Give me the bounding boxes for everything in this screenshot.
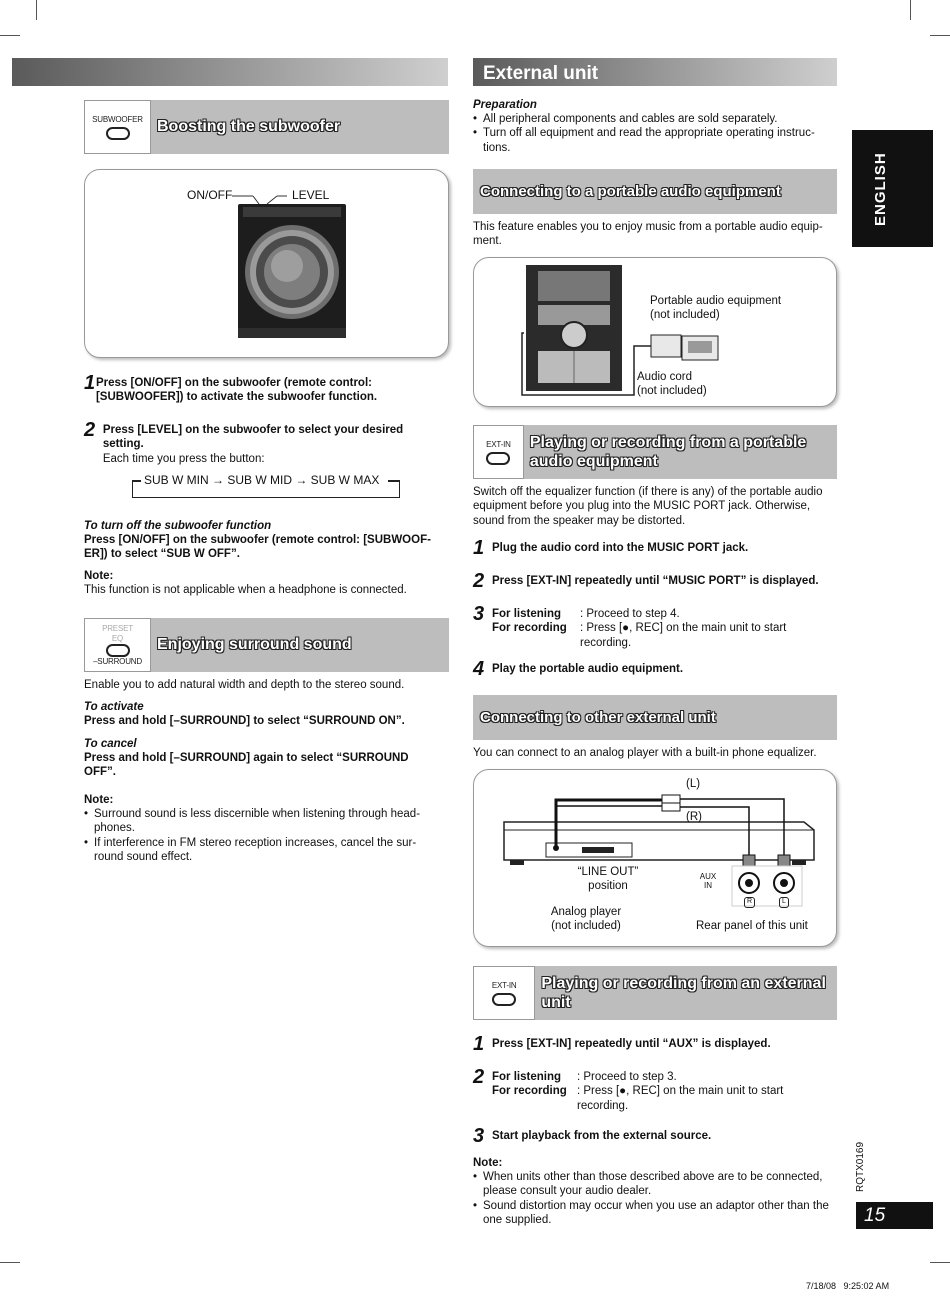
note-item: • Sound distortion may occur when you use an adaptor other than the one supplied.	[473, 1199, 835, 1228]
step-number: 4	[473, 658, 485, 680]
record-text: : Press [●, REC] on the main unit to start recording.	[580, 622, 787, 649]
surround-section-header	[84, 618, 449, 672]
step-number: 2	[84, 419, 96, 441]
print-timestamp: 7/18/08 9:25:02 AM	[806, 1281, 890, 1291]
portable-section-header	[473, 169, 837, 214]
step-text: Press [ON/OFF] on the subwoofer (remote control: [SUBWOOFER]) to activate the subwoofer function.	[95, 377, 378, 404]
play-portable-section-header	[473, 425, 837, 479]
step-number: 3	[473, 603, 485, 625]
subwoofer-step-1	[84, 372, 449, 405]
portable-connection-figure	[473, 257, 837, 407]
play-portable-step-2	[473, 570, 837, 592]
document-code: RQTX0169	[855, 1141, 866, 1192]
listen-text: : Proceed to step 3.	[577, 1071, 677, 1083]
listen-label: For listening	[492, 1071, 561, 1083]
preparation-heading: Preparation	[473, 99, 537, 111]
onoff-label: ON/OFF	[187, 188, 233, 202]
line-out-label: “LINE OUT” position	[577, 866, 639, 893]
cancel-text: Press and hold [–SURROUND] again to select “SURROUND OFF”.	[84, 752, 409, 779]
crop-mark	[36, 0, 37, 20]
step-number: 1	[473, 1033, 485, 1055]
external-unit-header	[473, 58, 837, 86]
external-unit-title: External unit	[483, 63, 599, 84]
page-number: 15	[856, 1202, 933, 1229]
note-heading: Note:	[473, 1157, 503, 1169]
left-header-bar	[12, 58, 448, 86]
step-number: 1	[84, 372, 96, 394]
portable-equipment-label: Portable audio equipment (not included)	[650, 295, 782, 322]
crop-mark	[0, 35, 20, 36]
note-item: • If interference in FM stereo reception increases, cancel the sur-round sound effect.	[84, 836, 434, 865]
crop-mark	[910, 0, 911, 20]
record-label: For recording	[492, 622, 567, 635]
preparation-list	[473, 112, 833, 155]
activate-heading: To activate	[84, 701, 144, 713]
subwoofer-step-2	[84, 419, 444, 466]
note-heading: Note:	[84, 570, 114, 582]
listen-text: : Proceed to step 4.	[580, 608, 680, 620]
oval-button-icon	[106, 127, 130, 140]
other-external-title: Connecting to other external unit	[480, 708, 716, 726]
prep-item: • Turn off all equipment and read the appropriate operating instruc-tions.	[473, 126, 833, 155]
other-external-section-header	[473, 695, 837, 740]
sub-level-cycle	[132, 472, 400, 506]
play-portable-title: Playing or recording from a portable audio equipment	[529, 433, 807, 470]
play-external-section-header	[473, 966, 837, 1020]
play-external-step-1	[473, 1033, 837, 1055]
note-item: • Surround sound is less discernible when listening through head-phones.	[84, 807, 434, 836]
language-tab-label: ENGLISH	[872, 152, 889, 226]
step-number: 3	[473, 1125, 485, 1147]
record-label: For recording	[492, 1085, 567, 1098]
turnoff-text: Press [ON/OFF] on the subwoofer (remote control: [SUBWOOF-ER]) to select “SUB W OFF”.	[84, 534, 431, 561]
step-subtext: Each time you press the button:	[102, 452, 265, 465]
crop-mark	[930, 35, 950, 36]
jack-l-label: L	[779, 897, 789, 908]
step-number: 2	[473, 570, 485, 592]
audio-cord-label: Audio cord (not included)	[637, 371, 707, 398]
subwoofer-figure	[84, 169, 449, 358]
other-external-intro: You can connect to an analog player with a built-in phone equalizer.	[473, 747, 817, 759]
subwoofer-icon-label: SUBWOOFER	[92, 114, 143, 124]
note-text: This function is not applicable when a headphone is connected.	[84, 584, 407, 596]
ext-in-icon-label: EXT-IN	[486, 439, 511, 449]
step-number: 2	[473, 1066, 485, 1088]
aux-in-label: AUX IN	[699, 872, 717, 890]
language-tab	[852, 130, 933, 247]
prep-item: • All peripheral components and cables are sold separately.	[473, 112, 833, 126]
eq-label: EQ	[111, 633, 124, 643]
surround-title: Enjoying surround sound	[157, 636, 352, 654]
analog-player-figure	[473, 769, 837, 947]
play-external-step-2	[473, 1066, 837, 1113]
record-text: : Press [●, REC] on the main unit to start recording.	[577, 1085, 784, 1112]
surround-icon-label: –SURROUND	[93, 656, 142, 666]
jack-r-label: R	[744, 897, 755, 908]
play-portable-intro: Switch off the equalizer function (if there is any) of the portable audio equipment before you plug into the MUSIC PORT jack. Otherwise, sound from the speaker may be distorted.	[473, 486, 823, 527]
subwoofer-speaker-icon	[225, 192, 355, 342]
step-text: Press [EXT-IN] repeatedly until “AUX” is displayed.	[492, 1038, 771, 1050]
crop-mark	[0, 1262, 20, 1263]
note-heading: Note:	[84, 794, 114, 806]
ext-in-button-icon	[473, 966, 535, 1020]
step-text: Plug the audio cord into the MUSIC PORT jack.	[492, 542, 749, 554]
level-label: LEVEL	[292, 188, 330, 202]
cancel-heading: To cancel	[84, 738, 137, 750]
left-channel-label: (L)	[686, 778, 701, 790]
analog-player-label: Analog player (not included)	[550, 906, 622, 933]
right-channel-label: (R)	[686, 811, 702, 823]
crop-mark	[930, 1262, 950, 1263]
play-portable-step-1	[473, 537, 837, 559]
external-notes	[473, 1170, 835, 1228]
preset-label: PRESET	[102, 623, 133, 633]
subwoofer-button-icon	[84, 100, 151, 154]
subwoofer-section-header	[84, 100, 449, 154]
step-text: Start playback from the external source.	[492, 1130, 712, 1142]
activate-text: Press and hold [–SURROUND] to select “SURROUND ON”.	[84, 715, 405, 727]
portable-title: Connecting to a portable audio equipment	[480, 182, 781, 200]
rear-panel-label: Rear panel of this unit	[696, 920, 808, 932]
oval-button-icon	[492, 993, 516, 1006]
step-text: Play the portable audio equipment.	[492, 663, 684, 675]
subwoofer-title: Boosting the subwoofer	[157, 118, 341, 136]
play-portable-step-3	[473, 603, 837, 650]
surround-notes	[84, 807, 434, 865]
surround-intro: Enable you to add natural width and depth to the stereo sound.	[84, 679, 405, 691]
play-external-title: Playing or recording from an external unit	[541, 974, 826, 1011]
portable-intro: This feature enables you to enjoy music from a portable audio equip-ment.	[473, 221, 823, 248]
ext-in-icon-label: EXT-IN	[491, 980, 517, 990]
cycle-text: SUB W MIN → SUB W MID → SUB W MAX	[141, 473, 382, 488]
ext-in-button-icon	[473, 425, 524, 479]
note-item: • When units other than those described above are to be connected, please consult your audio dealer.	[473, 1170, 835, 1199]
step-number: 1	[473, 537, 485, 559]
surround-button-icon	[84, 618, 151, 672]
play-portable-step-4	[473, 658, 837, 680]
play-external-step-3	[473, 1125, 837, 1147]
step-text: Press [LEVEL] on the subwoofer to select your desired setting.	[102, 424, 404, 451]
listen-label: For listening	[492, 608, 561, 620]
oval-button-icon	[486, 452, 510, 465]
step-text: Press [EXT-IN] repeatedly until “MUSIC PORT” is displayed.	[492, 575, 819, 587]
turnoff-heading: To turn off the subwoofer function	[84, 520, 272, 532]
oval-button-icon	[106, 644, 130, 657]
